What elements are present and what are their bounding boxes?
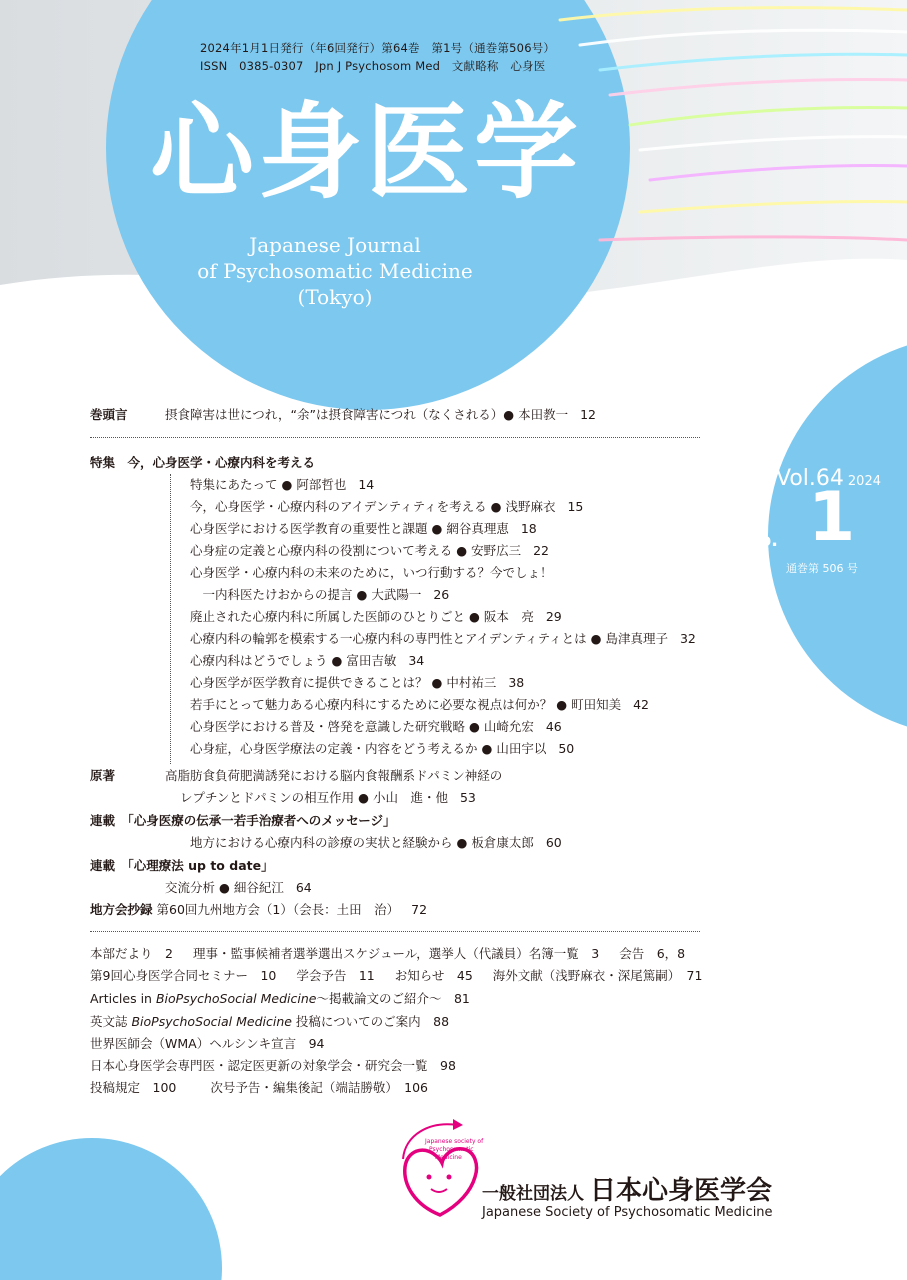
volume-number: Vol.64 [776, 466, 844, 491]
toc-item[interactable]: 廃止された心療内科に所属した医師のひとりごと ● 阪本 亮 29 [190, 609, 562, 624]
backmatter-row-7: 投稿規定 100 次号予告・編集後記（端詰勝敬） 106 [90, 1080, 428, 1095]
backmatter-row-4[interactable]: 英文誌 BioPsychoSocial Medicine 投稿についてのご案内 88 [90, 1014, 450, 1029]
journal-title-en-2: of Psychosomatic Medicine [197, 259, 473, 283]
toc-item[interactable]: 心身症の定義と心療内科の役割について考える ● 安野広三 22 [190, 543, 550, 558]
backmatter-row-5[interactable]: 世界医師会（WMA）ヘルシンキ宣言 94 [90, 1036, 325, 1051]
backmatter-row-6[interactable]: 日本心身医学会専門医・認定医更新の対象学会・研究会一覧 98 [90, 1058, 456, 1073]
journal-title-en-3: (Tokyo) [297, 285, 373, 309]
toc-tokushu-heading: 特集 今，心身医学・心療内科を考える [90, 455, 316, 470]
section-label: 巻頭言 [90, 407, 128, 422]
logo-eye-left [427, 1175, 432, 1180]
society-logo [395, 1115, 485, 1225]
toc-rensai2-entry[interactable]: 交流分析 ● 細谷紀江 64 [165, 880, 312, 895]
toc-item[interactable]: 心身症，心身医学療法の定義・内容をどう考えるか ● 山田宇以 50 [190, 741, 575, 756]
serial-number: 通巻第 506 号 [786, 562, 858, 575]
toc-item[interactable]: 一内科医たけおからの提言 ● 大武陽一 26 [190, 587, 450, 602]
toc-gencho-line2[interactable]: レプチンとドパミンの相互作用 ● 小山 進・他 53 [180, 790, 476, 805]
society-name-en: Japanese Society of Psychosomatic Medicine [482, 1205, 773, 1220]
logo-text-1: Japanese society of [425, 1138, 484, 1145]
toc-kantogen-entry[interactable]: 摂食障害は世につれ，“余”は摂食障害につれ（なくされる）● 本田教一 12 [165, 407, 596, 422]
toc-item[interactable]: 心身医学における医学教育の重要性と課題 ● 網谷真理恵 18 [190, 521, 537, 536]
issue-label: no. [746, 530, 779, 551]
issn-line: ISSN 0385-0307 Jpn J Psychosom Med 文献略称 心身医 [200, 59, 546, 73]
logo-text-2: Psychosomatic [429, 1146, 474, 1153]
toc-rensai2: 連載 「心理療法 up to date」 [90, 858, 274, 873]
divider [90, 931, 700, 932]
toc-item[interactable]: 今，心身医学・心療内科のアイデンティティを考える ● 浅野麻衣 15 [190, 499, 584, 514]
logo-mouth [431, 1189, 447, 1192]
backmatter-row-2: 第9回心身医学合同セミナー 10 学会予告 11 お知らせ 45 海外文献（浅野麻衣・深尾篤嗣） 71 [90, 968, 703, 983]
backmatter-row-1: 本部だより 2 理事・監事候補者選挙選出スケジュール，選挙人（代議員）名簿一覧 3 会告 6，8 [90, 946, 686, 961]
toc-rensai1: 連載 「心身医療の伝承一若手治療者へのメッセージ」 [90, 813, 396, 828]
toc-item[interactable]: 若手にとって魅力ある心療内科にするために必要な視点は何か？ ● 町田知美 42 [190, 697, 650, 712]
journal-title-en-1: Japanese Journal [249, 233, 421, 257]
volume-year: 2024 [847, 474, 881, 489]
journal-title-jp: 心身医学 [150, 91, 583, 213]
toc-item[interactable]: 心身医学・心療内科の未来のために，いつ行動する？今でしょ！ [190, 565, 553, 580]
tokushu-list [190, 474, 696, 760]
backmatter-row-3[interactable]: Articles in BioPsychoSocial Medicine～掲載論文のご紹介～ 81 [90, 991, 470, 1006]
toc-kantogen [90, 404, 128, 426]
toc-item[interactable]: 特集にあたって ● 阿部哲也 14 [190, 477, 375, 492]
toc-item[interactable]: 心療内科はどうでしょう ● 富田吉敏 34 [190, 653, 425, 668]
issue-number: 1 [808, 478, 856, 557]
toc-item[interactable]: 心身医学における普及・啓発を意識した研究戦略 ● 山崎允宏 46 [190, 719, 562, 734]
toc-gencho-label: 原著 [90, 768, 116, 783]
toc-item[interactable]: 心療内科の輪郭を模索する一心療内科の専門性とアイデンティティとは ● 島津真理子 32 [190, 631, 696, 646]
toc-item[interactable]: 心身医学が医学教育に提供できることは？ ● 中村祐三 38 [190, 675, 525, 690]
toc-rensai1-entry[interactable]: 地方における心療内科の診療の実状と経験から ● 板倉康太郎 60 [190, 835, 562, 850]
society-name-jp: 一般社団法人 日本心身医学会 [482, 1176, 773, 1206]
bottom-left-circle [0, 1138, 222, 1280]
logo-text-3: Medicine [435, 1154, 462, 1161]
toc-gencho-line1[interactable]: 高脂肪食負荷肥満誘発における脳内食報酬系ドパミン神経の [165, 768, 503, 783]
publication-info-line: 2024年1月1日発行（年6回発行）第64巻 第1号（通巻第506号） [200, 41, 556, 55]
logo-eye-right [447, 1175, 452, 1180]
toc-chiho[interactable]: 地方会抄録 第60回九州地方会（1）（会長：土田 治） 72 [90, 902, 428, 917]
tokushu-bracket-line [170, 474, 171, 764]
logo-arrow-head [453, 1119, 463, 1130]
divider [90, 437, 700, 438]
